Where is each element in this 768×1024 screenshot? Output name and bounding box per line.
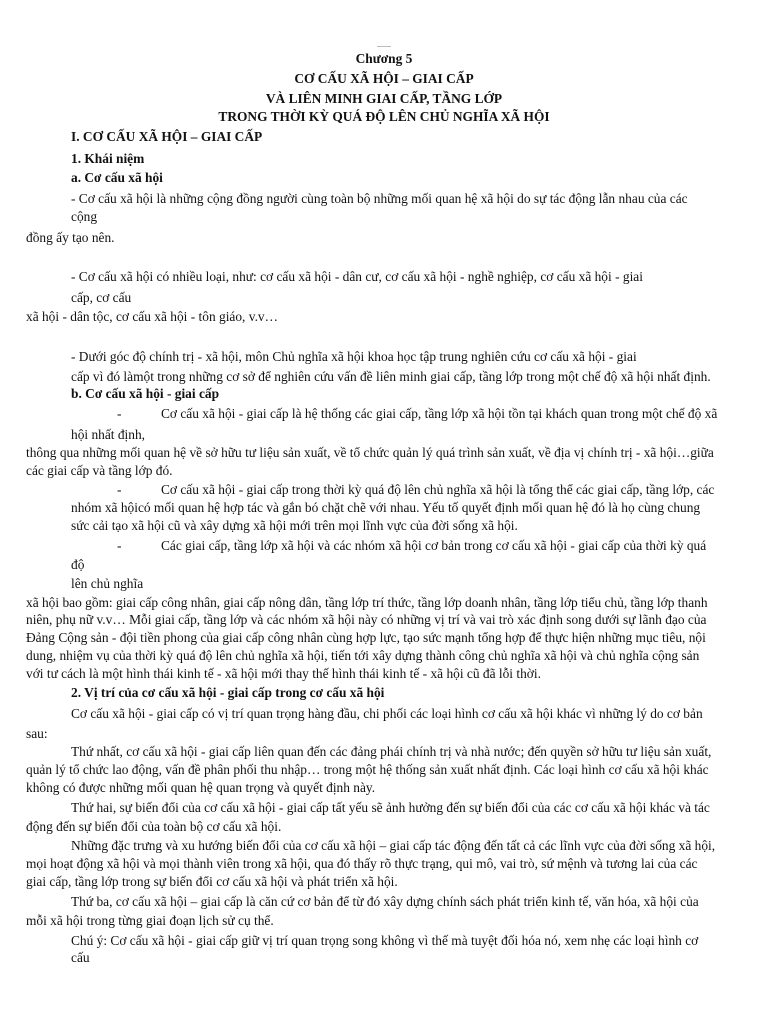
text-line: mọi hoạt động xã hội và mọi thành viên trong xã hội, qua đó thấy rõ thực trạng, qui mô, vai trò, sứ mệnh và tương lai của các bbox=[26, 856, 698, 871]
text-line: Cơ cấu xã hội - giai cấp trong thời kỳ quá độ lên chủ nghĩa xã hội là tổng thể các giai cấp, tầng lớp, các bbox=[161, 482, 715, 497]
text-line: Thứ hai, sự biến đổi của cơ cấu xã hội - giai cấp tất yếu sẽ ảnh hưởng đến sự biến đổi của các cơ cấu xã hội khác và tác bbox=[71, 800, 710, 815]
bullet-dash: - bbox=[117, 538, 122, 553]
text-line: Đảng Cộng sản - đội tiền phong của giai cấp công nhân cùng hợp lực, tạo sức mạnh tổng hợp để thực hiện những mục tiêu, nội bbox=[26, 630, 706, 645]
chapter-title-line-1: CƠ CẤU XÃ HỘI – GIAI CẤP bbox=[294, 71, 474, 86]
text-line: cấp, cơ cấu bbox=[71, 290, 132, 305]
text-line: xã hội bao gồm: giai cấp công nhân, giai cấp nông dân, tầng lớp trí thức, tầng lớp doanh nhân, tầng lớp tiểu chủ, tầng lớp thanh bbox=[26, 595, 708, 610]
text-line: niên, phụ nữ v.v… Mỗi giai cấp, tầng lớp và các nhóm xã hội này có những vị trí và vai trò xác định song dưới sự lãnh đạo của bbox=[26, 612, 707, 627]
text-line: dung, nhiệm vụ của thời kỳ quá độ lên chủ nghĩa xã hội, tiến tới xây dựng thành công chủ nghĩa xã hội và chủ nghĩa cộng sản bbox=[26, 648, 700, 663]
text-line: không có được những mối quan hệ quan trọng và quyết định này. bbox=[26, 780, 376, 795]
text-line: Thứ nhất, cơ cấu xã hội - giai cấp liên quan đến các đảng phái chính trị và nhà nước; đến quyền sở hữu tư liệu sản xuất, bbox=[71, 744, 712, 759]
chapter-title-line-2: VÀ LIÊN MINH GIAI CẤP, TẦNG LỚP bbox=[265, 91, 503, 106]
chapter-title-line-3: TRONG THỜI KỲ QUÁ ĐỘ LÊN CHỦ NGHĨA XÃ HỘI bbox=[218, 109, 550, 124]
text-line: mỗi xã hội trong từng giai đoạn lịch sử cụ thể. bbox=[26, 913, 274, 928]
text-line: đồng ấy tạo nên. bbox=[26, 230, 115, 245]
subsection-heading: b. Cơ cấu xã hội - giai cấp bbox=[71, 386, 220, 401]
text-line: Thứ ba, cơ cấu xã hội – giai cấp là căn cứ cơ bản để từ đó xây dựng chính sách phát triển kinh tế, văn hóa, xã hội của bbox=[71, 894, 699, 909]
text-line: động đến sự biến đổi của toàn bộ cơ cấu xã hội. bbox=[26, 819, 282, 834]
text-line: độ bbox=[71, 557, 85, 572]
text-line: xã hội - dân tộc, cơ cấu xã hội - tôn giáo, v.v… bbox=[26, 309, 279, 324]
text-line: cấu bbox=[71, 950, 90, 965]
text-line: - Cơ cấu xã hội có nhiều loại, như: cơ cấu xã hội - dân cư, cơ cấu xã hội - nghề nghiệp, cơ cấu xã hội - giai bbox=[71, 269, 643, 284]
text-line: giai cấp, tầng lớp trong sự biến đổi cơ cấu xã hội và phát triển xã hội. bbox=[26, 874, 398, 889]
text-line: sức cải tạo xã hội cũ và xây dựng xã hội mới trên mọi lĩnh vực của đời sống xã hội. bbox=[71, 518, 518, 533]
text-line: Cơ cấu xã hội - giai cấp là hệ thống các giai cấp, tầng lớp xã hội tồn tại khách quan trong một chế độ xã bbox=[161, 406, 718, 421]
text-line: - Dưới góc độ chính trị - xã hội, môn Chủ nghĩa xã hội khoa học tập trung nghiên cứu cơ cấu xã hội - giai bbox=[71, 349, 637, 364]
chapter-number: Chương 5 bbox=[355, 51, 413, 66]
text-line: hội nhất định, bbox=[71, 427, 146, 442]
text-line: Cơ cấu xã hội - giai cấp có vị trí quan trọng hàng đầu, chi phối các loại hình cơ cấu xã hội khác vì những lý do cơ bản bbox=[71, 706, 703, 721]
header-rule bbox=[377, 46, 391, 47]
bullet-dash: - bbox=[117, 482, 122, 497]
text-line: - Cơ cấu xã hội là những cộng đồng người cùng toàn bộ những mối quan hệ xã hội do sự tác động lẫn nhau của các bbox=[71, 191, 688, 206]
text-line: cộng bbox=[71, 209, 98, 224]
bullet-dash: - bbox=[117, 406, 122, 421]
text-line: cấp vì đó làmột trong những cơ sở để nghiên cứu vấn đề liên minh giai cấp, tầng lớp trong một chế độ xã hội nhất định. bbox=[71, 369, 711, 384]
text-line: nhóm xã hộicó mối quan hệ hợp tác và gắn bó chặt chẽ với nhau. Yếu tố quyết định mối quan hệ đó là họ cùng chung bbox=[71, 500, 701, 515]
text-line: Các giai cấp, tầng lớp xã hội và các nhóm xã hội cơ bản trong cơ cấu xã hội - giai cấp của thời kỳ quá bbox=[161, 538, 707, 553]
text-line: thông qua những mối quan hệ về sở hữu tư liệu sản xuất, về tổ chức quản lý quá trình sản xuất, về địa vị chính trị - xã hội…giữa bbox=[26, 445, 714, 460]
subsection-heading: 1. Khái niệm bbox=[71, 151, 145, 166]
text-line: sau: bbox=[26, 726, 48, 741]
text-line: Chú ý: Cơ cấu xã hội - giai cấp giữ vị trí quan trọng song không vì thế mà tuyệt đối hóa nó, xem nhẹ các loại hình cơ bbox=[71, 933, 699, 948]
section-heading: I. CƠ CẤU XÃ HỘI – GIAI CẤP bbox=[71, 129, 263, 144]
text-line: với tư cách là một hình thái kinh tế - xã hội mới thay thế hình thái kinh tế - xã hội cũ đã lỗi thời. bbox=[26, 666, 541, 681]
text-line: lên chủ nghĩa bbox=[71, 576, 144, 591]
subsection-heading: a. Cơ cấu xã hội bbox=[71, 170, 163, 185]
text-line: quản lý tổ chức lao động, vấn đề phân phối thu nhập… trong một hệ thống sản xuất nhất định. Các loại hình cơ cấu xã hội khác bbox=[26, 762, 709, 777]
subsection-heading: 2. Vị trí của cơ cấu xã hội - giai cấp trong cơ cấu xã hội bbox=[71, 685, 385, 700]
text-line: Những đặc trưng và xu hướng biến đổi của cơ cấu xã hội – giai cấp tác động đến tất cả các lĩnh vực của đời sống xã hội, bbox=[71, 838, 716, 853]
text-line: các giai cấp và tầng lớp đó. bbox=[26, 463, 173, 478]
